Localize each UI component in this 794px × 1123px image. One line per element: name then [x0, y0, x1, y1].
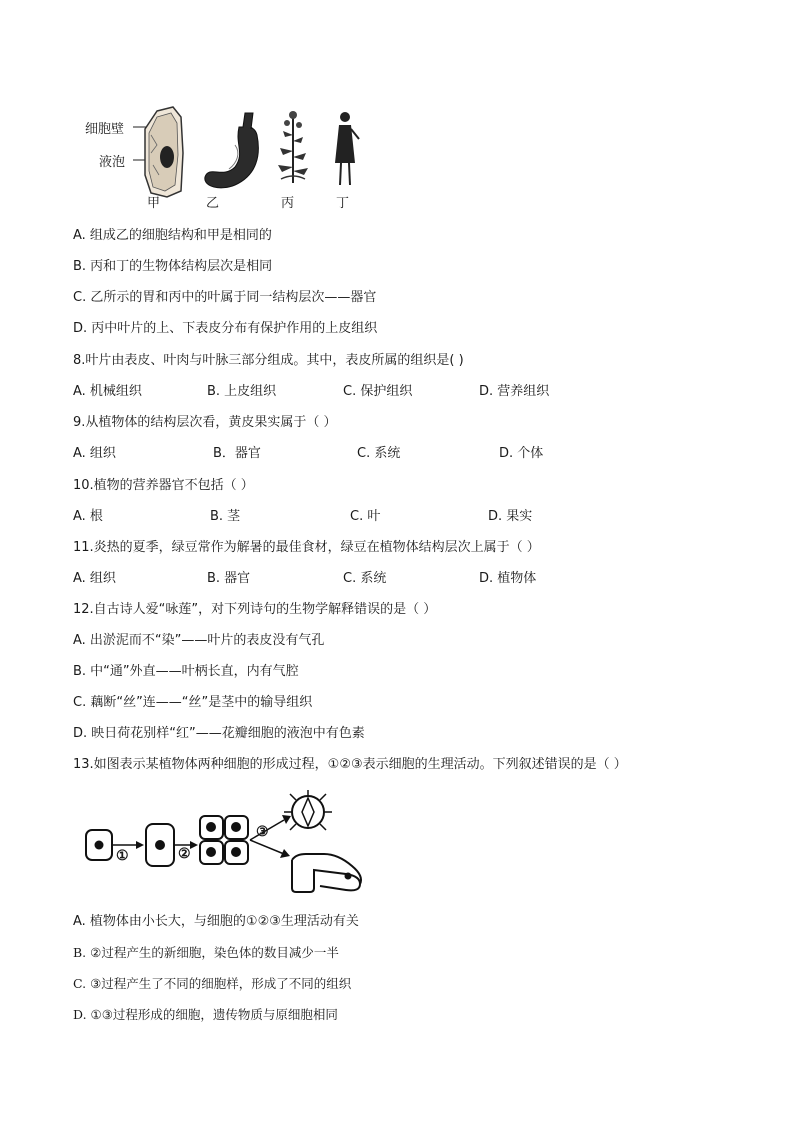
q7-option-a: A. 组成乙的细胞结构和甲是相同的 [73, 228, 272, 243]
q9-option-c: C. 系统 [357, 446, 401, 461]
q8-option-c: C. 保护组织 [343, 384, 413, 399]
caption-ding: 丁 [336, 196, 350, 211]
cell-wall-label: 细胞壁 [85, 122, 125, 137]
q8-option-b: B. 上皮组织 [207, 384, 277, 399]
person-image [335, 112, 359, 185]
q13-stem: 13.如图表示某植物体两种细胞的形成过程，①②③表示细胞的生理活动。下列叙述错误的是（ ） [73, 757, 627, 772]
process-1-label: ① [116, 848, 129, 864]
q10-option-c: C. 叶 [350, 509, 381, 524]
q7-option-d: D. 丙中叶片的上、下表皮分布有保护作用的上皮组织 [73, 321, 378, 336]
process-3-label: ③ [256, 824, 269, 840]
q8-option-a: A. 机械组织 [73, 384, 142, 399]
q10-option-b: B. 茎 [210, 509, 241, 524]
q11-option-d: D. 植物体 [479, 571, 537, 586]
q9-option-b: B．器官 [213, 446, 261, 461]
q12-stem: 12.自古诗人爱“咏莲”，对下列诗句的生物学解释错误的是（ ） [73, 602, 437, 617]
q9-option-d: D. 个体 [499, 446, 544, 461]
q7-option-b: B. 丙和丁的生物体结构层次是相同 [73, 259, 273, 274]
stomach-image [205, 113, 259, 188]
caption-yi: 乙 [206, 196, 220, 211]
q10-option-d: D. 果实 [488, 509, 533, 524]
q10-stem: 10.植物的营养器官不包括（ ） [73, 478, 254, 493]
figure-organisms [85, 105, 385, 215]
q11-stem: 11.炎热的夏季，绿豆常作为解暑的最佳食材，绿豆在植物体结构层次上属于（ ） [73, 540, 540, 555]
q7-option-c: C. 乙所示的胃和丙中的叶属于同一结构层次——器官 [73, 290, 377, 305]
q12-option-a: A. 出淤泥而不“染”——叶片的表皮没有气孔 [73, 633, 325, 648]
process-2-label: ② [178, 846, 191, 862]
q12-option-d: D. 映日荷花别样“红”——花瓣细胞的液泡中有色素 [73, 726, 365, 741]
q9-option-a: A. 组织 [73, 446, 116, 461]
q11-option-b: B. 器官 [207, 571, 251, 586]
plant-cell-image [145, 107, 183, 197]
q13-option-b: B. ②过程产生的新细胞，染色体的数目减少一半 [73, 945, 339, 960]
q11-option-c: C. 系统 [343, 571, 387, 586]
q12-option-c: C. 藕断“丝”连——“丝”是茎中的输导组织 [73, 695, 313, 710]
q8-option-d: D. 营养组织 [479, 384, 550, 399]
q11-option-a: A. 组织 [73, 571, 116, 586]
caption-jia: 甲 [147, 196, 161, 211]
q13-option-c: C. ③过程产生了不同的细胞样，形成了不同的组织 [73, 976, 352, 991]
figure-cell-division [84, 788, 374, 898]
q13-option-d: D. ①③过程形成的细胞，遗传物质与原细胞相同 [73, 1007, 338, 1022]
vacuole-label: 液泡 [99, 155, 126, 170]
cell-division-drawing [84, 788, 374, 898]
q8-stem: 8.叶片由表皮、叶肉与叶脉三部分组成。其中，表皮所属的组织是( ) [73, 353, 464, 368]
q10-option-a: A. 根 [73, 509, 103, 524]
q9-stem: 9.从植物体的结构层次看，黄皮果实属于（ ） [73, 415, 337, 430]
flowering-plant-image [278, 111, 308, 183]
q13-option-a: A. 植物体由小长大，与细胞的①②③生理活动有关 [73, 914, 359, 929]
q12-option-b: B. 中“通”外直——叶柄长直，内有气腔 [73, 664, 299, 679]
caption-bing: 丙 [281, 196, 295, 211]
